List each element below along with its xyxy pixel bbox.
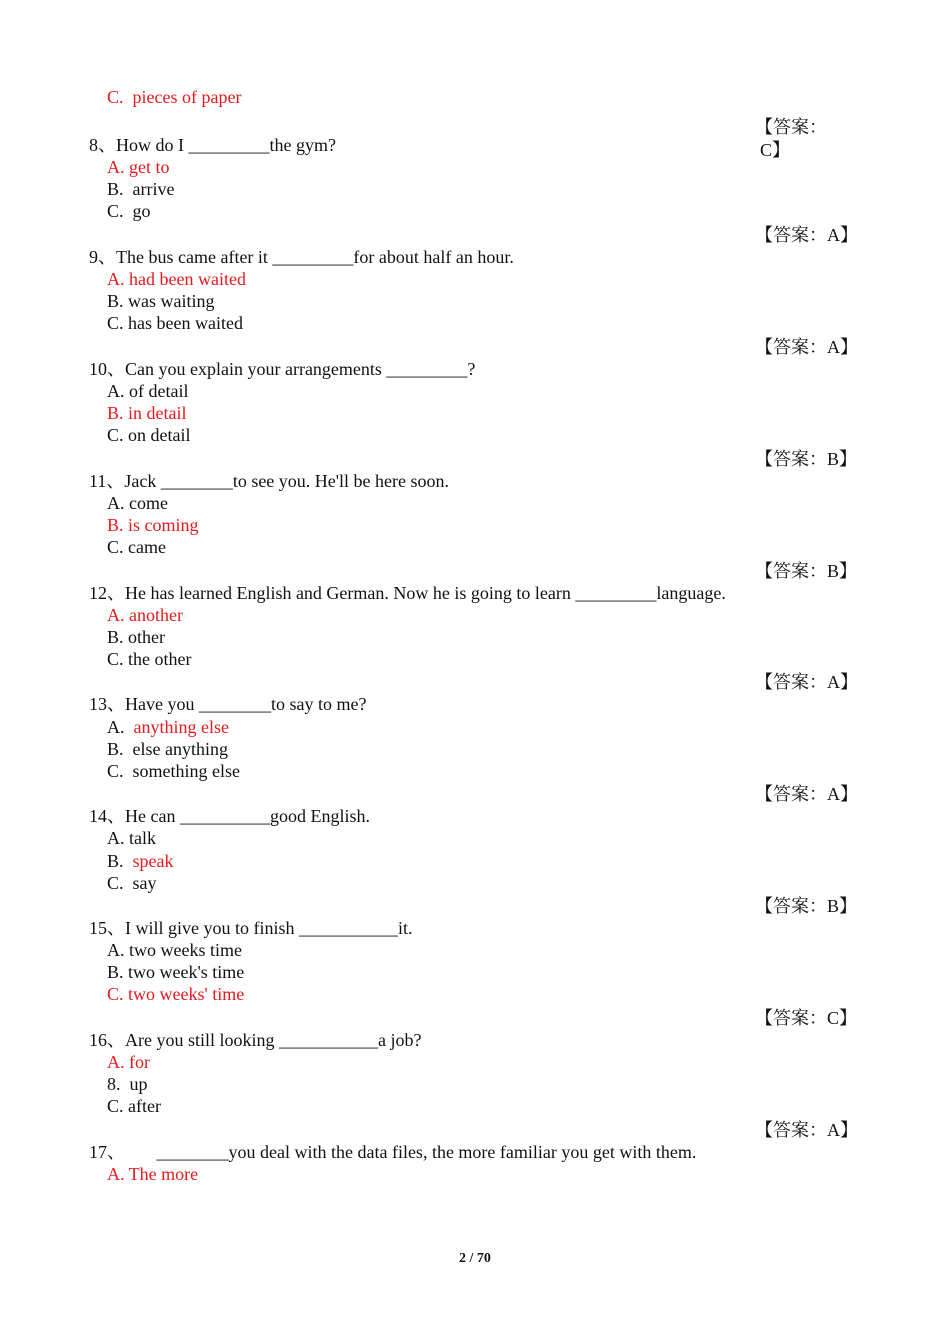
q9-answer: 【答案：A】 [755, 337, 858, 357]
q8-option-b: B. arrive [107, 179, 175, 199]
q13-option-a: A. anything else [107, 717, 229, 737]
q7-answer-cont: C】 [760, 140, 791, 160]
q12-answer: 【答案：A】 [755, 672, 858, 692]
q15-option-a: A. two weeks time [107, 940, 242, 960]
q12-option-a: A. another [107, 605, 183, 625]
q14-question: 14、He can __________good English. [89, 806, 370, 826]
q12-question: 12、He has learned English and German. Now he is going to learn _________language. [89, 583, 726, 603]
q13-option-c: C. something else [107, 761, 240, 781]
q11-question: 11、Jack ________to see you. He'll be here soon. [89, 471, 449, 491]
q7-answer: 【答案： [755, 117, 827, 137]
q12-option-c: C. the other [107, 649, 192, 669]
q15-option-c: C. two weeks' time [107, 984, 245, 1004]
q7-option-c: C. pieces of paper [107, 87, 242, 107]
q16-answer: 【答案：A】 [755, 1120, 858, 1140]
q9-option-a: A. had been waited [107, 269, 246, 289]
q16-option-a: A. for [107, 1052, 150, 1072]
q11-option-c: C. came [107, 537, 166, 557]
q9-option-c: C. has been waited [107, 313, 243, 333]
q14-option-c: C. say [107, 873, 157, 893]
q8-option-a: A. get to [107, 157, 170, 177]
q9-question: 9、The bus came after it _________for about half an hour. [89, 247, 514, 267]
q10-option-b: B. in detail [107, 403, 187, 423]
q10-option-c: C. on detail [107, 425, 191, 445]
q13-option-b: B. else anything [107, 739, 228, 759]
q17-question: 17、 ________you deal with the data files, the more familiar you get with them. [89, 1142, 697, 1162]
q16-option-b: 8. up [107, 1074, 148, 1094]
q10-answer: 【答案：B】 [755, 449, 858, 469]
q8-answer: 【答案：A】 [755, 225, 858, 245]
q10-question: 10、Can you explain your arrangements _________? [89, 359, 476, 379]
q11-option-b: B. is coming [107, 515, 199, 535]
q16-question: 16、Are you still looking ___________a job? [89, 1030, 422, 1050]
page-number: 2 / 70 [459, 1251, 491, 1266]
q15-option-b: B. two week's time [107, 962, 245, 982]
q15-question: 15、I will give you to finish ___________it. [89, 918, 413, 938]
q15-answer: 【答案：C】 [755, 1008, 858, 1028]
q14-option-b: B. speak [107, 851, 174, 871]
q11-option-a: A. come [107, 493, 168, 513]
q17-option-a: A. The more [107, 1164, 199, 1184]
q12-option-b: B. other [107, 627, 165, 647]
q13-question: 13、Have you ________to say to me? [89, 694, 367, 714]
q9-option-b: B. was waiting [107, 291, 215, 311]
q8-option-c: C. go [107, 201, 151, 221]
q13-answer: 【答案：A】 [755, 784, 858, 804]
q14-option-a: A. talk [107, 828, 156, 848]
q14-answer: 【答案：B】 [755, 896, 858, 916]
q10-option-a: A. of detail [107, 381, 189, 401]
q16-option-c: C. after [107, 1096, 161, 1116]
q8-question: 8、How do I _________the gym? [89, 135, 336, 155]
q11-answer: 【答案：B】 [755, 561, 858, 581]
